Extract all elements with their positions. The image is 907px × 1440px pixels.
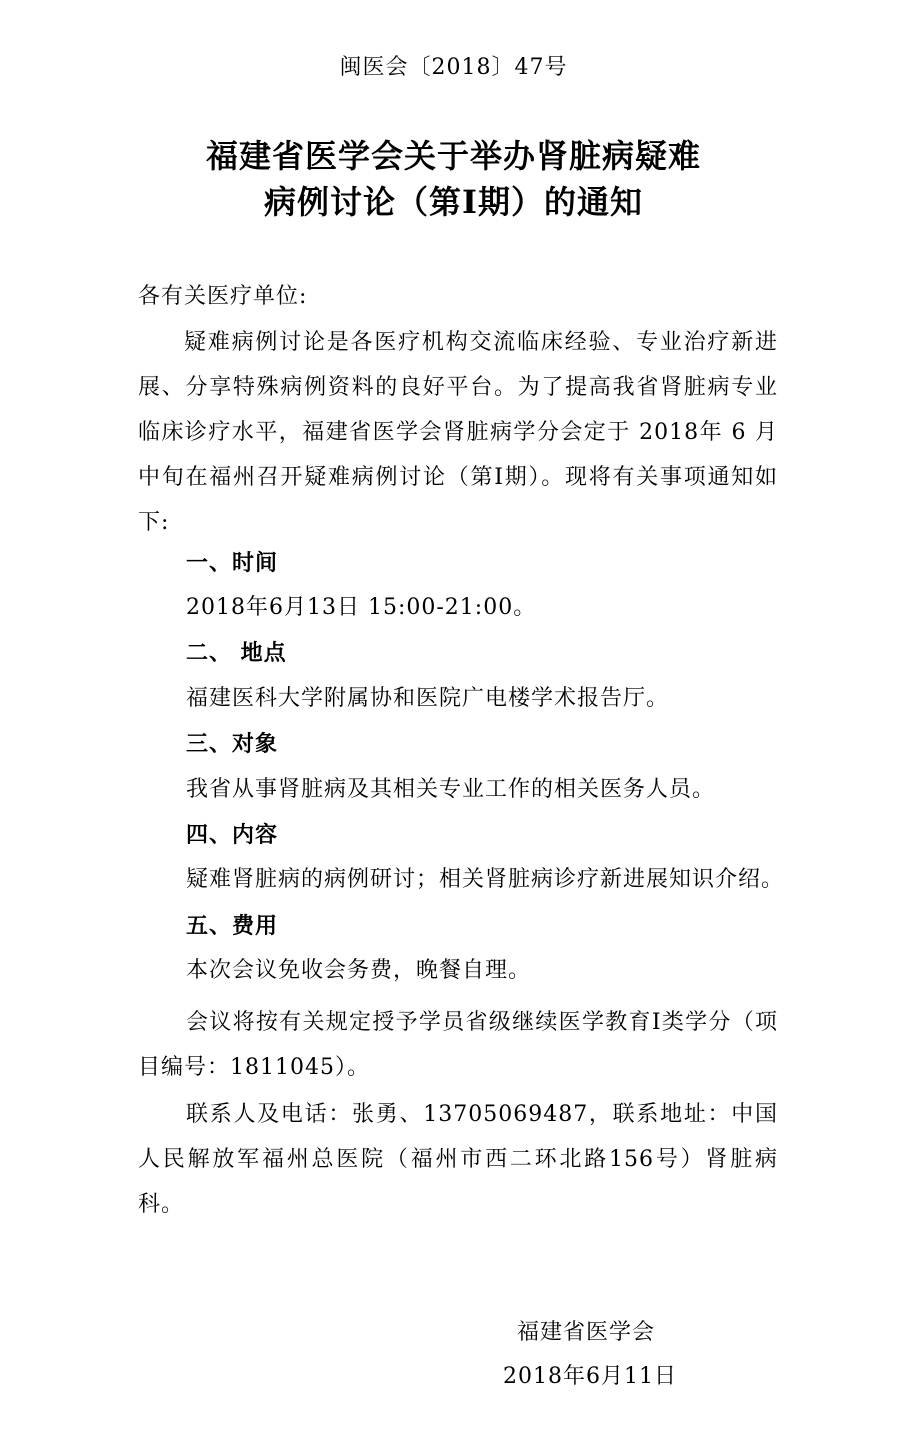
- document-number: 闽医会〔2018〕47号: [339, 55, 568, 80]
- section-heading-location: 二、 地点: [186, 640, 287, 666]
- signature-date: 2018年6月11日: [503, 1364, 677, 1389]
- section-heading-content: 四、内容: [186, 822, 279, 848]
- intro-paragraph: 疑难病例讨论是各医疗机构交流临床经验、专业治疗新进展、分享特殊病例资料的良好平台。为了提高我省肾脏病专业临床诊疗水平，福建省医学会肾脏病学分会定于 2018年 6 月中旬在福州召开疑难病例讨论（第I期）。现将有关事项通知如下:: [138, 330, 778, 535]
- salutation: 各有关医疗单位:: [138, 284, 308, 309]
- section-text-audience: 我省从事肾脏病及其相关专业工作的相关医务人员。: [186, 777, 716, 802]
- section-heading-fees: 五、费用: [186, 913, 279, 939]
- contact-paragraph: 联系人及电话：张勇、13705069487，联系地址：中国人民解放军福州总医院（福州市西二环北路156号）肾脏病科。: [138, 1102, 778, 1217]
- signature-organization: 福建省医学会: [517, 1320, 656, 1345]
- section-text-location: 福建医科大学附属协和医院广电楼学术报告厅。: [186, 686, 670, 711]
- section-text-time: 2018年6月13日 15:00-21:00。: [186, 595, 537, 620]
- section-heading-audience: 三、对象: [186, 731, 279, 757]
- title-line-2: 病例讨论（第I期）的通知: [264, 183, 643, 221]
- section-text-fees: 本次会议免收会务费，晚餐自理。: [186, 958, 532, 983]
- credit-paragraph: 会议将按有关规定授予学员省级继续医学教育I类学分（项目编号：1811045）。: [138, 1010, 778, 1080]
- title-line-1: 福建省医学会关于举办肾脏病疑难: [205, 137, 701, 175]
- section-text-content: 疑难肾脏病的病例研讨；相关肾脏病诊疗新进展知识介绍。: [186, 867, 785, 892]
- section-heading-time: 一、时间: [186, 550, 279, 576]
